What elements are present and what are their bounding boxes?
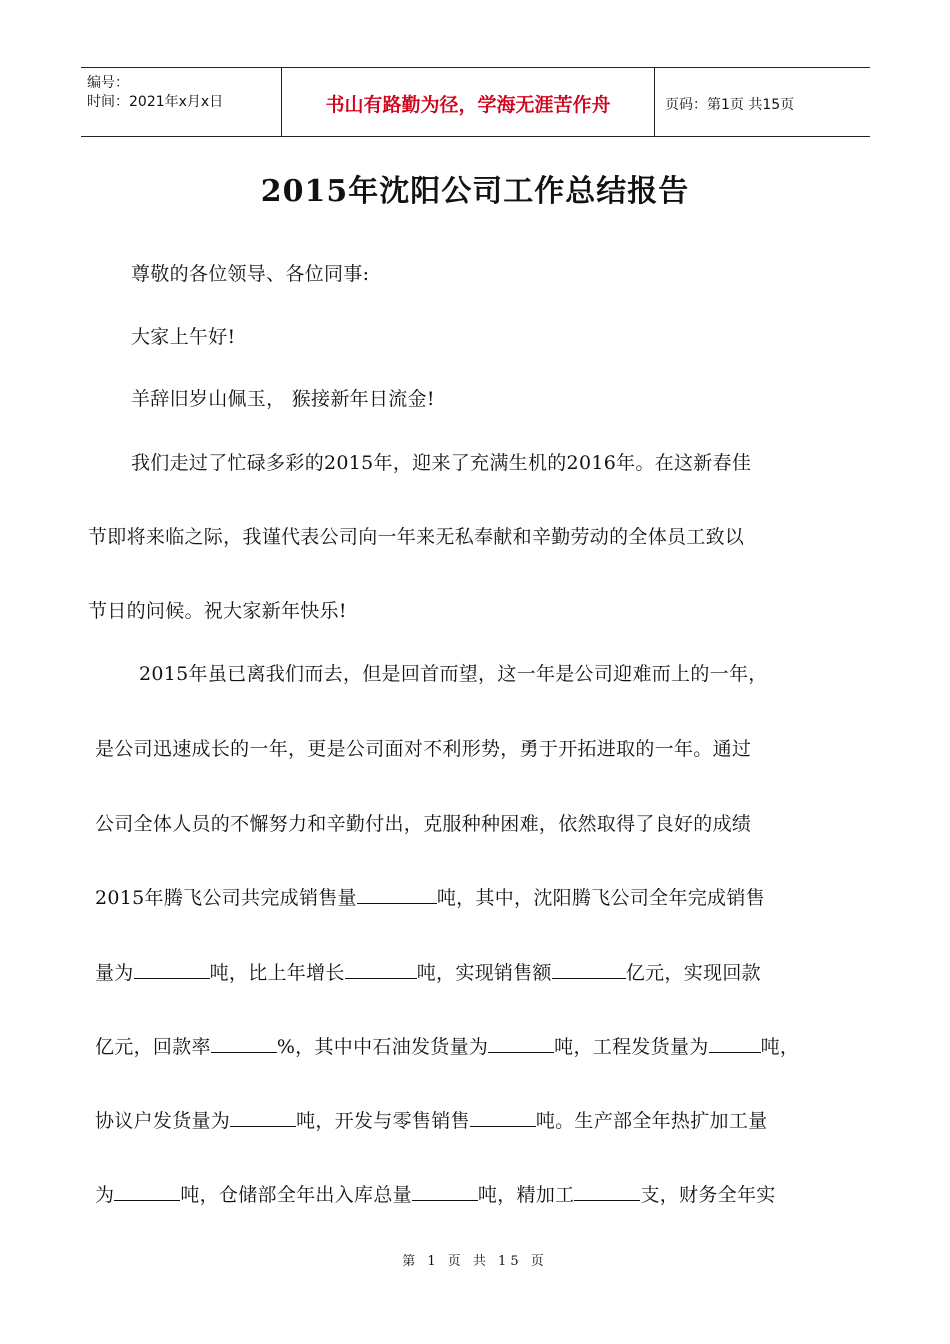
- number-label: 编号：: [87, 75, 129, 91]
- paragraph-2-line-7: [95, 1106, 767, 1133]
- page-info: 页码：第1页 共15页: [665, 97, 795, 113]
- fill-blank: [470, 1108, 536, 1127]
- fill-blank: [574, 1182, 640, 1201]
- fill-blank: [345, 960, 417, 979]
- text-segment: 2015年腾飞公司共完成销售量: [95, 887, 357, 909]
- text-segment: 为: [95, 1184, 115, 1206]
- paragraph-2-line-5: [95, 958, 761, 985]
- fill-blank: [357, 885, 437, 904]
- paragraph-2-line-4: [95, 883, 765, 910]
- header-page-cell: [655, 68, 870, 136]
- text-segment: 吨，比上年增长: [209, 962, 345, 984]
- fill-blank: [552, 960, 626, 979]
- paragraph-1-line-1: 我们走过了忙碌多彩的2015年，迎来了充满生机的2016年。在这新春佳: [131, 452, 752, 474]
- fill-blank: [114, 1182, 180, 1201]
- header-info-cell: [81, 68, 282, 136]
- salutation: 尊敬的各位领导、各位同事:: [131, 263, 370, 285]
- text-segment: 亿元，实现回款: [625, 962, 761, 984]
- text-segment: 吨，: [760, 1036, 800, 1058]
- text-segment: 吨。生产部全年热扩加工量: [535, 1110, 768, 1132]
- text-segment: 支，财务全年实: [640, 1184, 776, 1206]
- text-segment: 量为: [95, 962, 134, 984]
- paragraph-1-line-3: 节日的问候。祝大家新年快乐!: [88, 600, 347, 622]
- fill-blank: [134, 960, 210, 979]
- paragraph-1-line-2: 节即将来临之际，我谨代表公司向一年来无私奉献和辛勤劳动的全体员工致以: [88, 526, 745, 548]
- text-segment: 协议户发货量为: [95, 1110, 231, 1132]
- text-segment: 吨，其中，沈阳腾飞公司全年完成销售: [436, 887, 765, 909]
- couplet: 羊辞旧岁山佩玉， 猴接新年日流金!: [131, 388, 435, 410]
- text-segment: %，其中中石油发货量为: [276, 1036, 489, 1058]
- document-title: 2015年沈阳公司工作总结报告: [260, 174, 690, 209]
- paragraph-2-line-8: [95, 1180, 776, 1207]
- text-segment: 亿元，回款率: [95, 1036, 211, 1058]
- paragraph-2-line-3: 公司全体人员的不懈努力和辛勤付出，克服种种困难，依然取得了良好的成绩: [95, 813, 752, 835]
- header-motto-cell: [282, 68, 655, 136]
- header-table: [81, 67, 870, 137]
- fill-blank: [488, 1034, 554, 1053]
- text-segment: 吨，开发与零售销售: [296, 1110, 470, 1132]
- text-segment: 吨，仓储部全年出入库总量: [180, 1184, 412, 1206]
- fill-blank: [211, 1034, 277, 1053]
- text-segment: 吨，工程发货量为: [554, 1036, 709, 1058]
- paragraph-2-line-6: [95, 1032, 799, 1059]
- motto: 书山有路勤为径，学海无涯苦作舟: [325, 94, 611, 116]
- fill-blank: [230, 1108, 296, 1127]
- paragraph-2-line-1: 2015年虽已离我们而去，但是回首而望，这一年是公司迎难而上的一年，: [139, 663, 768, 685]
- fill-blank: [412, 1182, 478, 1201]
- greeting: 大家上午好!: [131, 326, 236, 348]
- fill-blank: [709, 1034, 761, 1053]
- text-segment: 吨，实现销售额: [416, 962, 552, 984]
- text-segment: 吨，精加工: [477, 1184, 575, 1206]
- paragraph-2-line-2: 是公司迅速成长的一年，更是公司面对不利形势，勇于开拓进取的一年。通过: [95, 738, 752, 760]
- time-label: 时间：2021年x月x日: [87, 94, 224, 110]
- page-footer: 第 1 页 共 15 页: [402, 1254, 548, 1269]
